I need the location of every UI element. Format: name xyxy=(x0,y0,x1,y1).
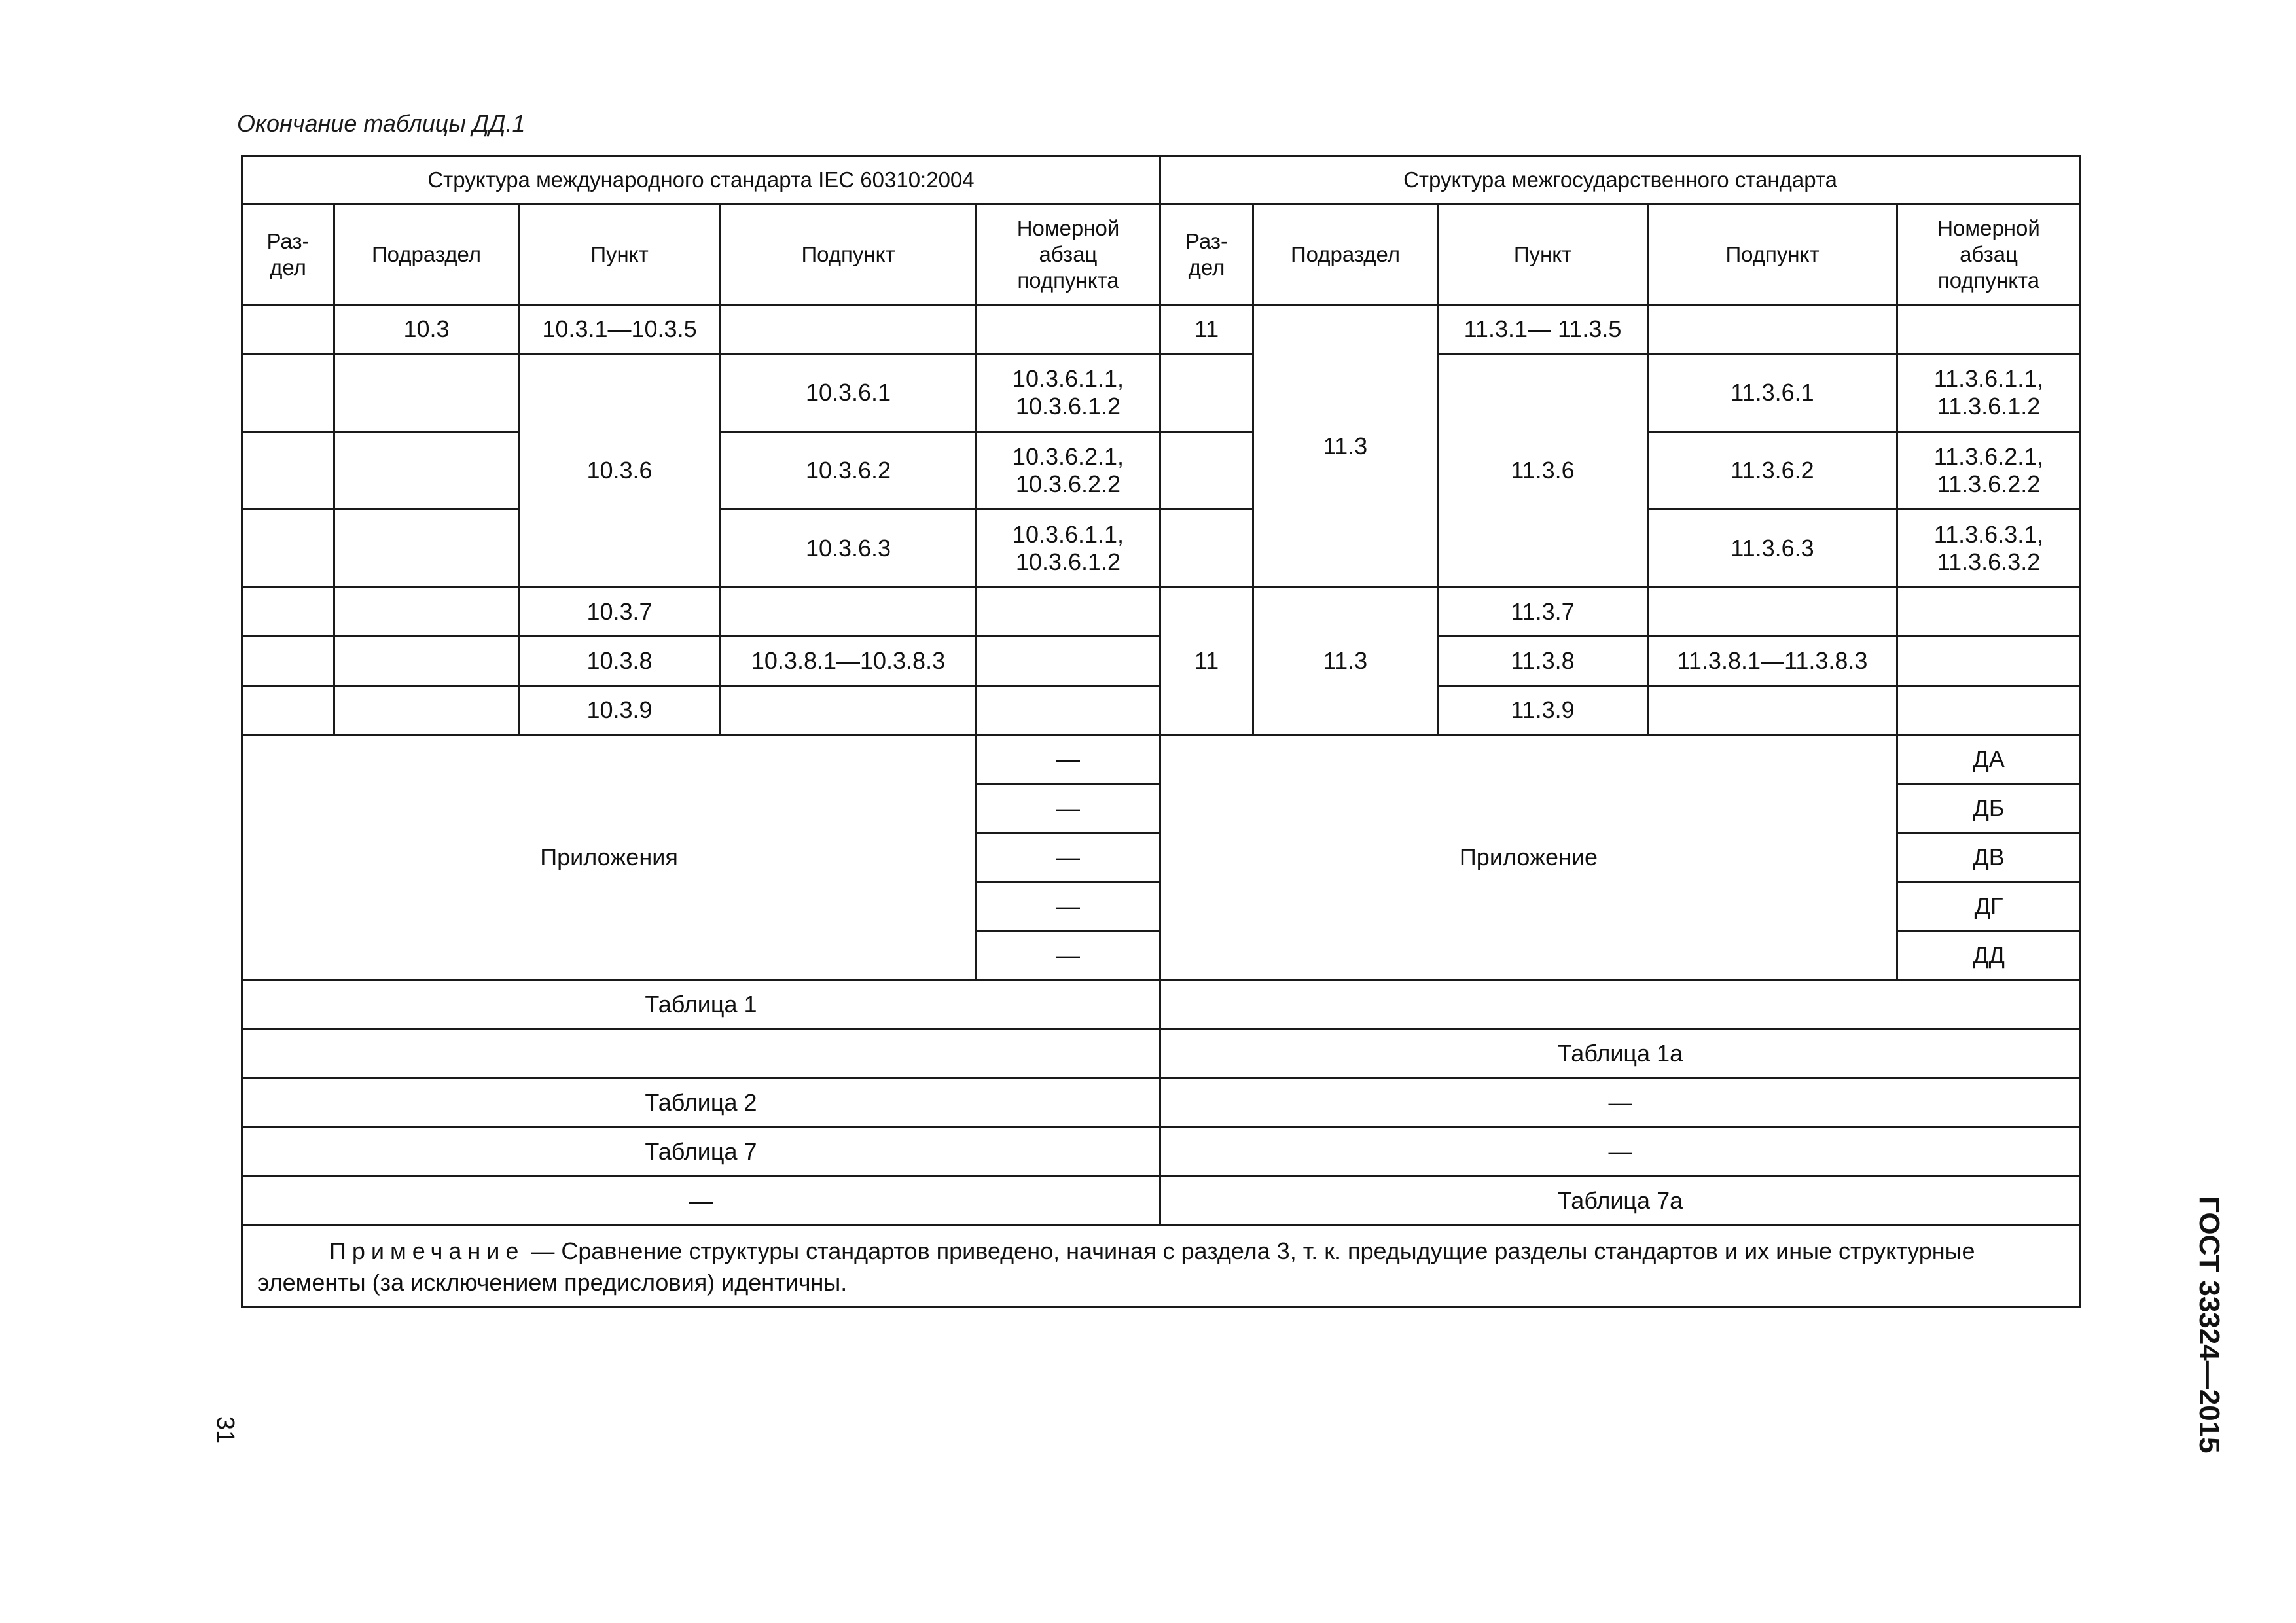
cell-empty xyxy=(1648,686,1897,735)
table-right xyxy=(1160,980,2081,1029)
table-right: — xyxy=(1160,1079,2081,1128)
cell-r-razdel: 11 xyxy=(1160,588,1253,735)
appendix-left-value: — xyxy=(977,931,1160,980)
col-podrazdel-right: Подраздел xyxy=(1253,204,1438,305)
table-mapping-row xyxy=(242,1029,2081,1079)
col-razdel-right: Раз- дел xyxy=(1160,204,1253,305)
cell-r-punkt: 11.3.6 xyxy=(1438,354,1648,588)
cell-r-punkt: 11.3.7 xyxy=(1438,588,1648,637)
cell-r-punkt: 11.3.9 xyxy=(1438,686,1648,735)
appendix-right-value: ДД xyxy=(1897,931,2081,980)
cell-empty xyxy=(242,510,334,588)
cell-empty xyxy=(242,637,334,686)
cell-r-podrazdel: 11.3 xyxy=(1253,588,1438,735)
cell-r-punkt: 11.3.8 xyxy=(1438,637,1648,686)
note-label: Примечание xyxy=(329,1238,525,1264)
header-international: Структура международного стандарта IEC 60310:2004 xyxy=(242,156,1160,204)
comparison-table xyxy=(241,155,2081,1308)
cell-r-abzac: 11.3.6.2.1, 11.3.6.2.2 xyxy=(1897,432,2081,510)
cell-empty xyxy=(1897,637,2081,686)
cell-empty xyxy=(334,588,519,637)
table-left xyxy=(242,1029,1160,1079)
table-mapping-row xyxy=(242,980,2081,1029)
note xyxy=(242,1226,2081,1308)
appendix-row xyxy=(242,735,2081,784)
cell-empty xyxy=(977,305,1160,354)
cell-l-podpunkt: 10.3.8.1—10.3.8.3 xyxy=(721,637,977,686)
cell-l-abzac: 10.3.6.1.1, 10.3.6.1.2 xyxy=(977,510,1160,588)
table-left: Таблица 7 xyxy=(242,1128,1160,1177)
cell-r-podpunkt: 11.3.6.2 xyxy=(1648,432,1897,510)
cell-empty xyxy=(1160,354,1253,432)
header-interstate: Структура межгосударственного стандарта xyxy=(1160,156,2081,204)
table-row xyxy=(242,588,2081,637)
appendix-right-value: ДГ xyxy=(1897,882,2081,931)
appendix-right-label: Приложение xyxy=(1160,735,1897,980)
cell-empty xyxy=(334,637,519,686)
cell-empty xyxy=(1648,588,1897,637)
table-row xyxy=(242,510,2081,588)
cell-r-podpunkt: 11.3.6.3 xyxy=(1648,510,1897,588)
cell-l-punkt: 10.3.9 xyxy=(519,686,721,735)
note-text: — Сравнение структуры стандартов приведено, начиная с раздела 3, т. к. предыдущие разделы стандартов и их иные структурные элементы (за исключением предисловия) идентичны. xyxy=(257,1238,1975,1296)
cell-empty xyxy=(721,686,977,735)
table-mapping-row xyxy=(242,1128,2081,1177)
cell-r-podpunkt: 11.3.8.1—11.3.8.3 xyxy=(1648,637,1897,686)
cell-empty xyxy=(721,305,977,354)
cell-empty xyxy=(334,432,519,510)
table-right: — xyxy=(1160,1128,2081,1177)
appendix-left-value: — xyxy=(977,833,1160,882)
col-punkt-right: Пункт xyxy=(1438,204,1648,305)
appendix-right-value: ДВ xyxy=(1897,833,2081,882)
col-podrazdel-left: Подраздел xyxy=(334,204,519,305)
cell-r-podrazdel: 11.3 xyxy=(1253,305,1438,588)
appendix-left-value: — xyxy=(977,735,1160,784)
header-row-group xyxy=(242,156,2081,204)
cell-empty xyxy=(1160,510,1253,588)
cell-l-podpunkt: 10.3.6.1 xyxy=(721,354,977,432)
cell-empty xyxy=(1897,305,2081,354)
cell-l-podpunkt: 10.3.6.2 xyxy=(721,432,977,510)
col-punkt-left: Пункт xyxy=(519,204,721,305)
table-right: Таблица 7а xyxy=(1160,1177,2081,1226)
cell-empty xyxy=(721,588,977,637)
cell-empty xyxy=(242,305,334,354)
table-row xyxy=(242,432,2081,510)
cell-empty xyxy=(334,686,519,735)
cell-l-podrazdel: 10.3 xyxy=(334,305,519,354)
table-right: Таблица 1а xyxy=(1160,1029,2081,1079)
appendix-left-value: — xyxy=(977,882,1160,931)
cell-empty xyxy=(1160,432,1253,510)
cell-empty xyxy=(334,510,519,588)
cell-l-podpunkt: 10.3.6.3 xyxy=(721,510,977,588)
cell-empty xyxy=(334,354,519,432)
col-podpunkt-left: Подпункт xyxy=(721,204,977,305)
table-caption: Окончание таблицы ДД.1 xyxy=(237,110,526,137)
cell-empty xyxy=(977,637,1160,686)
cell-l-abzac: 10.3.6.2.1, 10.3.6.2.2 xyxy=(977,432,1160,510)
header-row-columns xyxy=(242,204,2081,305)
appendix-right-value: ДА xyxy=(1897,735,2081,784)
col-razdel-left: Раз- дел xyxy=(242,204,334,305)
cell-empty xyxy=(1648,305,1897,354)
appendix-left-label: Приложения xyxy=(242,735,977,980)
cell-l-punkt: 10.3.7 xyxy=(519,588,721,637)
cell-r-razdel: 11 xyxy=(1160,305,1253,354)
table-left: Таблица 2 xyxy=(242,1079,1160,1128)
col-abzac-right: Номерной абзац подпункта xyxy=(1897,204,2081,305)
table-row xyxy=(242,305,2081,354)
cell-empty xyxy=(1897,686,2081,735)
cell-empty xyxy=(242,686,334,735)
appendix-left-value: — xyxy=(977,784,1160,833)
col-abzac-left: Номерной абзац подпункта xyxy=(977,204,1160,305)
cell-l-abzac: 10.3.6.1.1, 10.3.6.1.2 xyxy=(977,354,1160,432)
cell-empty xyxy=(242,354,334,432)
note-row xyxy=(242,1226,2081,1308)
col-podpunkt-right: Подпункт xyxy=(1648,204,1897,305)
cell-empty xyxy=(977,588,1160,637)
cell-r-abzac: 11.3.6.1.1, 11.3.6.1.2 xyxy=(1897,354,2081,432)
cell-r-abzac: 11.3.6.3.1, 11.3.6.3.2 xyxy=(1897,510,2081,588)
cell-r-punkt: 11.3.1— 11.3.5 xyxy=(1438,305,1648,354)
cell-empty xyxy=(1897,588,2081,637)
table-mapping-row xyxy=(242,1079,2081,1128)
page-number: 31 xyxy=(211,1416,239,1444)
table-left: Таблица 1 xyxy=(242,980,1160,1029)
cell-l-punkt: 10.3.6 xyxy=(519,354,721,588)
cell-l-punkt: 10.3.8 xyxy=(519,637,721,686)
table-row xyxy=(242,354,2081,432)
cell-l-punkt: 10.3.1—10.3.5 xyxy=(519,305,721,354)
cell-empty xyxy=(242,588,334,637)
document-code: ГОСТ 33324—2015 xyxy=(2193,1196,2225,1454)
cell-r-podpunkt: 11.3.6.1 xyxy=(1648,354,1897,432)
cell-empty xyxy=(977,686,1160,735)
cell-empty xyxy=(242,432,334,510)
table-mapping-row xyxy=(242,1177,2081,1226)
table-left: — xyxy=(242,1177,1160,1226)
appendix-right-value: ДБ xyxy=(1897,784,2081,833)
